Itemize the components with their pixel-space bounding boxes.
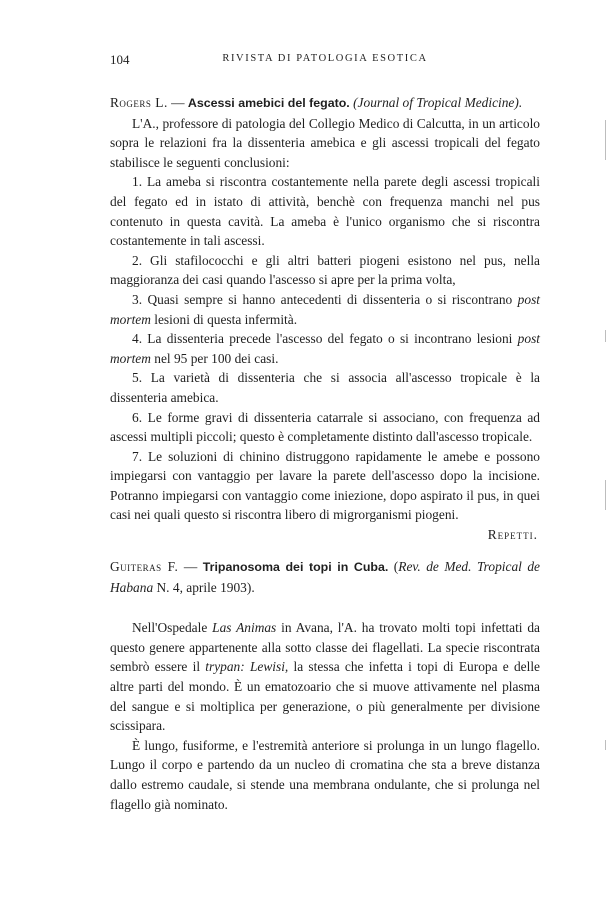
article-heading <box>110 93 540 114</box>
conclusion-4-rest: nel 95 per 100 dei casi. <box>150 350 279 366</box>
source-close: N. 4, aprile 1903). <box>153 579 255 595</box>
conclusion-4 <box>110 329 540 368</box>
conclusion-6: 6. Le forme gravi di dissenteria catarrale si associano, con frequenza ad ascessi multipli piccoli; questo è completamente distinto dall'ascesso tropicale. <box>110 409 540 445</box>
p1-part-c: la stessa che infetta i topi di Europa e delle altre parti del mondo. È un ematozoario che si muove attivamente nel plasma del sangue e si moltiplica per generazione, o più generalmente per divisione scissipara. <box>110 659 540 734</box>
scan-edge-mark <box>605 120 606 160</box>
conclusion-2: 2. Gli stafilococchi e gli altri batteri piogeni esistono nel pus, nella maggioranza dei casi quando l'ascesso si apre per la prima volta, <box>110 252 540 288</box>
article-rogers <box>110 93 540 545</box>
article-heading <box>110 557 540 597</box>
scan-edge-mark <box>605 480 606 510</box>
article-title: Tripanosoma dei topi in Cuba. <box>202 560 389 574</box>
article-source: (Journal of Tropical Medicine). <box>349 95 523 110</box>
page-number: 104 <box>110 52 130 67</box>
author-name: Guiteras F. <box>110 559 179 574</box>
running-title: RIVISTA DI PATOLOGIA ESOTICA <box>222 53 428 64</box>
body-paragraph-2: È lungo, fusiforme, e l'estremità anteriore si prolunga in un lungo flagello. Lungo il corpo e partendo da un nucleo di cromatina che sta a breve distanza dallo estremo caudale, si stende una membrana ondulante, che si prolunga nel flagello già nominato. <box>110 737 540 812</box>
species-name: trypan: Lewisi, <box>205 659 289 675</box>
body-paragraph-1 <box>110 618 540 736</box>
intro-paragraph: L'A., professore di patologia del Collegio Medico di Calcutta, in un articolo sopra le relazioni fra la dissenteria amebica e gli ascessi tropicali del fegato stabilisce le seguenti conclusioni: <box>110 115 540 170</box>
p1-part-b: in Avana, l'A. ha trovato molti topi infettati da questo genere appartenente alla sotto classe dei flagellati. La specie riscontrata sembrò essere il <box>110 620 540 675</box>
conclusion-5: 5. La varietà di dissenteria che si associa all'ascesso tropicale è la dissenteria amebica. <box>110 370 540 405</box>
conclusion-3-rest: lesioni di questa infermità. <box>150 311 298 327</box>
conclusion-4-italic: post mortem <box>110 331 540 366</box>
conclusion-3-italic: post mortem <box>110 291 540 327</box>
hospital-name: Las Animas <box>212 620 277 636</box>
signature: Repetti. <box>487 527 538 543</box>
paragraph-gap <box>110 597 540 618</box>
source-open: ( <box>388 559 399 574</box>
heading-dash: — <box>178 559 203 574</box>
p1-part-a: Nell'Ospedale <box>132 620 213 636</box>
conclusion-4-text: 4. La dissenteria precede l'ascesso del fegato o si incontrano lesioni <box>132 331 513 347</box>
conclusion-7: 7. Le soluzioni di chinino distruggono rapidamente le amebe e possono impiegarsi con vantaggio per lavare la parete dell'ascesso dopo la incisione. Potranno impiegarsi con vantaggio come iniezione, dopo aspirato il pus, in quei casi nei quali questo si riscontra libero di migrorganismi piogeni. <box>110 448 540 523</box>
source-journal: Rev. de Med. Tropical de Habana <box>110 559 540 595</box>
scan-edge-mark <box>605 740 606 750</box>
page-header <box>110 52 540 72</box>
scan-edge-mark <box>605 330 606 342</box>
conclusion-1: 1. La ameba si riscontra costantemente nella parete degli ascessi tropicali del fegato ed in istato di attività, benchè con frequenza manchi nel pus contenuto in questa cavità. La ameba è l'unico organismo che si riscontra costantemente in tali ascessi. <box>110 174 540 249</box>
article-title: Ascessi amebici del fegato. <box>187 96 350 110</box>
conclusion-3-text: 3. Quasi sempre si hanno antecedenti di dissenteria o si riscontrano <box>132 291 513 307</box>
conclusion-3 <box>110 290 540 329</box>
article-guiteras <box>110 557 540 814</box>
heading-dash: — <box>167 95 188 110</box>
author-name: Rogers L. <box>110 95 168 110</box>
